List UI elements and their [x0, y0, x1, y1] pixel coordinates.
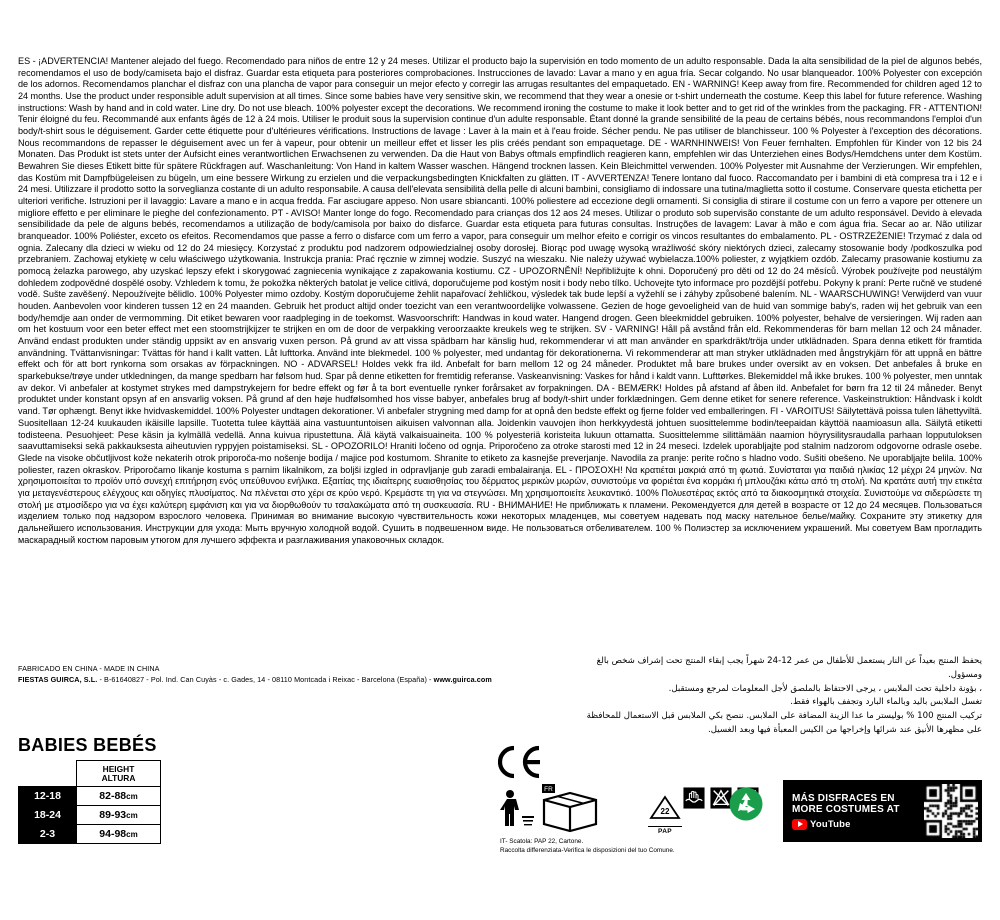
qr-code-canvas [924, 784, 978, 838]
carton-recycling-icon [540, 784, 602, 834]
pap-badge [648, 795, 682, 833]
company-line [18, 675, 578, 685]
header-blank-cell [19, 761, 77, 787]
recycling-caption [500, 838, 680, 855]
company-name: FIESTAS GUIRCA, S.L. [18, 674, 98, 684]
youtube-promo-banner[interactable] [783, 780, 982, 842]
table-row [19, 825, 161, 844]
recycle-triangle-icon [648, 795, 682, 820]
height-value: 89-93 [99, 809, 127, 821]
do-not-litter-icon [500, 788, 536, 828]
manufacturer-info [18, 664, 578, 684]
recycling-caption-line1: IT- Scatola: PAP 22, Cartone. [500, 838, 584, 845]
height-unit: cm [126, 792, 138, 801]
height-cell [77, 825, 161, 844]
pap-label: PAP [648, 826, 682, 835]
age-cell: 12-18 [19, 787, 77, 806]
company-website: www.guirca.com [433, 674, 492, 684]
height-value: 82-88 [99, 790, 127, 802]
youtube-logo [792, 819, 918, 830]
arabic-line-3: تغسل الملابس باليد وبالماء البارد وتجفف بالهواء فقط. [790, 697, 982, 708]
recycling-caption-line2: Raccolta differenziata-Verifica le disposizioni del tuo Comune. [500, 846, 675, 854]
size-chart-title: BABIES BEBÉS [18, 735, 157, 755]
warnings-text: ES - ¡ADVERTENCIA! Mantener alejado del fuego. Recomendado para niños de entre 12 y 24 meses. Utilizar el producto bajo la supervisión en todo momento de un adulto responsable. Dada la alta sensibilidad de la piel de algunos bebés, recomendamos el uso de body/camiseta bajo el disfraz. Guardar esta etiqueta para posteriores comprobaciones. Instrucciones de lavado: Lavar a mano y en agua fría. Secar colgando. No usar blanqueador. 100% Polyester con excepción de los adornos. Recomendamos planchar el disfraz con una plancha de vapor para conseguir un mejor efecto y corregir las arrugas resultantes del empaquetado. EN - WARNING! Keep away from fire. Recommended for children aged 12 to 24 months. Use the product under responsible adult supervision at all times. Since some babies have very sensitive skin, we recommend that they wear a onesie or t-shirt underneath the costume. Keep this label for future reference. Washing instructions: Wash by hand and in cold water. Line dry. Do not use bleach. 100% polyester except the decorations. We recommend ironing the costume to make it look better and to get rid of the wrinkles from the packaging. FR - ATTENTION! Tenir éloigné du feu. Recommandé aux enfants âgés de 12 à 24 mois. Utiliser le produit sous la supervision continue d'un adulte responsable. Étant donné la grande sensibilité de la peau de certains bébés, nous recommandons l'emploi d'un body/t-shirt sous le déguisement. Garder cette étiquette pour d'ultérieures vérifications. Instructions de lavage : Laver à la main et à l'eau froide. Sécher pendu. Ne pas utiliser de blanchisseur. 100 % Polyester à l'exception des décorations. Nous recommandons de repasser le déguisement avec un fer à vapeur, pour obtenir un meilleur effet et lisser les plis créés pendant son empaquetage. DE - WARNHINWEIS! Von Feuer fernhalten. Empfohlen für Kinder von 12 bis 24 Monaten. Das Produkt ist stets unter der Aufsicht eines verantwortlichen Erwachsenen zu verwenden. Da die Haut von Babys oftmals empfindlich reagieren kann, empfehlen wir das Unterziehen eines Bodys/Hemdchens unter dem Kostüm. Bewahren Sie dieses Etikett bitte für spätere Rückfragen auf. Waschanleitung: Von Hand in kaltem Wasser waschen. Hängend trocknen lassen. Kein Bleichmittel verwenden. 100% Polyester mit Ausnahme der Verzierungen. Wir empfehlen, das Kostüm mit Dampfbügeleisen zu bügeln, um eine bessere Wirkung zu erzielen und die verpackungsbedingten Knickfalten zu glätten. IT - AVVERTENZA! Tenere lontano dal fuoco. Raccomandato per i bambini di età compresa tra i 12 e i 24 mesi. Utilizzare il prodotto sotto la sorveglianza costante di un adulto responsabile. A causa dell'elevata sensibilità della pelle di alcuni bambini, consigliamo di indossare una tutina/maglietta sotto il costume. Conservare questa etichetta per ulteriori verifiche. Istruzioni per il lavaggio: Lavare a mano e in acqua fredda. Far asciugare appeso. Non usare sbiancanti. 100% poliestere ad eccezione degli ornamenti. Si consiglia di stirare il costume con un ferro a vapore per ottenere un migliore effetto e per eliminare le pieghe del confezionamento. PT - AVISO! Manter longe do fogo. Recomendado para crianças dos 12 aos 24 meses. Utilizar o produto sob supervisão constante de um adulto responsável. Devido à elevada sensibilidade da pele de alguns bebés, recomendamos a utilização de body/camisola por baixo do disfarce. Guardar esta etiqueta para futuras consultas. Instruções de lavagem: Lavar à mão e com água fria. Secar ao ar. Não utilizar branqueador. 100% Poliéster, exceto os efeitos. Recomendamos que passe a ferro o disfarce com um ferro a vapor, para conseguir um melhor efeito e corrigir os vincos resultantes do embalamento. PL - OSTRZEŻENIE! Trzymać z dala od ognia. Zalecany dla dzieci w wieku od 12 do 24 miesięcy. Korzystać z produktu pod nadzorem odpowiedzialnej osoby dorosłej. Biorąc pod uwagę wysoką wrażliwość skóry niektórych dzieci, zalecamy stosowanie body /podkoszulka pod przebraniem. Zachowaj etykietę w celu właściwego użytkowania. Instrukcja prania: Prać ręcznie w zimnej wodzie. Suszyć na wieszaku. Nie należy używać wybielacza.100% poliester, z wyjątkiem ozdób. Zalecamy prasowanie kostiumu za pomocą żelazka parowego, aby uzyskać lepszy efekt i skorygować zagniecenia wynikające z zapakowania kostiumu. CZ - UPOZORNĚNÍ! Nepřibližujte k ohni. Doporučený pro děti od 12 do 24 měsíců. Výrobek používejte pod neustálým dohledem zodpovědné dospělé osoby. Vzhledem k tomu, že pokožka některých batolat je velice citlivá, doporučujeme pod kostým nosit i body nebo tílko. Uchovejte tyto informace pro pozdější potřebu. Pokyny k praní: Perte ručně ve studené vodě. Sušte zavěšený. Nepoužívejte bělidlo. 100% Polyester mimo ozdoby. Kostým doporučujeme žehlit napařovací žehličkou, výsledek tak bude lepší a vyžehlí se i záhyby způsobené balením. NL - WAARSCHUWING! Verwijderd van vuur houden. Aanbevolen voor kinderen tussen 12 en 24 maanden. Gebruik het product altijd onder toezicht van een verantwoordelijke volwassene. Gezien de hoge gevoeligheid van de huid van sommige baby's, raden wij het gebruik van een body/hemdje aan onder de vermomming. Dit etiket bewaren voor raadpleging in de toekomst. Wasvoorschrift: Handwas in koud water. Hangend drogen. Geen bleekmiddel gebruiken. 100% polyester, behalve de versieringen. Wij raden aan om het kostuum voor een beter effect met een stoomstrijkijzer te strijken en om de door de verpakking veroorzaakte kreukels weg te strijken. SV - VARNING! Håll på avstånd från eld. Rekommenderas för barn mellan 12 och 24 månader. Använd endast produkten under ständig uppsikt av en ansvarig vuxen person. På grund av att vissa spädbarn har känslig hud, rekommenderar vi att man använder en sparkdräkt/tröja under utklädnaden. Spara denna etikett för framtida användning. Tvättanvisningar: Tvättas för hand i kallt vatten. Låt lufttorka. Använd inte blekmedel. 100 % polyester, med undantag för dekorationerna. Vi rekommenderar att man stryker utklädnaden med ångstrykjärn för att uppnå en bättre effekt och för att bort rynkorna som orsakas av förpackningen. NO - ADVARSEL! Holdes vekk fra ild. Anbefalt for barn mellom 12 og 24 måneder. Produktet må bare brukes under oversikt av en voksen. Det anbefales å bruke en sparkebukse/trøye under utkledningen, da mange spedbarn har følsom hud. Spar på denne etiketten for fremtidig referanse. Vaskeanvisning: Vaskes for hånd i kaldt vann. Lufttørkes. Blekemiddel må ikke brukes. 100 % polyester, men unntak av dekor. Vi anbefaler at kostymet strykes med dampstrykejern for bedre effekt og før å ta bort eventuelle rynker forårsaket av forpakningen. DA - BEMÆRK! Holdes på afstand af åben ild. Anbefalet for børn fra 12 til 24 måneder. Benyt produktet under konstant opsyn af en ansvarlig voksen. På grund af den høje hudfølsomhed hos visse babyer, anbefales brug af body/t-shirt under forklædningen. Gem denne etiket for senere reference. Vaskeinstruktion: Håndvask i koldt vand. Tør ophængt. Benyt ikke hvidvaskemiddel. 100% Polyester undtagen dekorationer. Vi anbefaler strygning med damp for at opnå den bedste effekt og fjerne folder ved emballeringen. FI - VAROITUS! Säilytettävä poissa tulen lähettyviltä. Suositellaan 12-24 kuukauden ikäisille lapsille. Tuotetta tulee käyttää aina vastuuntuntoisen aikuisen valvonnan alla. Joidenkin vauvojen ihon herkkyydestä johtuen suosittelemme bodin/teepaidan käyttöä naamioasun alla. Säilytä etiketti todisteena. Pesuohjeet: Pese käsin ja kylmällä vedellä. Anna kuivua ripustettuna. Älä käytä valkaisuaineita. 100 % polyesteriä koristeita lukuun ottamatta. Suosittelemme silittämään naamion höyrysilitysraudalla parhaan lopputuloksen saavuttamiseksi sekä pakkauksesta aiheutuvien ryppyjen poistamiseksi. SL - OPOZORILO! Hraniti ločeno od ognja. Priporočeno za otroke starosti med 12 in 24 meseci. Izdelek uporabljajte pod stalnim nadzorom odgovorne odrasle osebe. Glede na visoke občutljivost kože nekaterih otrok priporoča-mo nošenje bodija / majice pod kostumom. Shranite to etiketo za kasnejše preverjanje. Navodila za pranje: perite ročno s hladno vodo. Sušiti obešeno. Ne uporabljajte belila. 100% poliester, razen okraskov. Priporočamo likanje kostuma s parnim likalnikom, za boljši izgled in odpravljanje gub zaradi embalairanja. EL - ΠΡΟΣΟΧΗ! Να κρατιέται μακριά από τη φωτιά. Συνίσταται για παιδιά ηλικίας 12 μέχρι 24 μηνών. Να χρησιμοποιείται το προϊόν υπό συνεχή επιτήρηση ενός υπεύθυνου ενήλικα. Εξαιτίας της ιδιαίτερης ευαισθησίας του δέρματος μερικών μωρών, συνιστούμε να φοριέται ένα κορμάκι ή μπλουζάκι κάτω από τη στολή. Να κρατάτε αυτή την ετικέτα για μεταγενέστερους ελέγχους και οδηγίες πλυσίματος. Να πλένεται στο χέρι σε κρύο νερό. Κρεμάστε τη για να στεγνώσει. Μη χρησιμοποιείτε λευκαντικό. 100% Πολυεστέρας εκτός από τα διακοσμητικά στοιχεία. Συνιστούμε να σιδερώσετε τη στολή με ατμοσίδερο για να έχει καλύτερη εμφάνιση και για να διορθωθούν τυ τσαλακώματα από τη συσκευασία. RU - ВНИМАНИЕ! Не приближать к пламени. Рекомендуется для детей в возрасте от 12 до 24 месяцев. Пользоваться изделием только под надзором взрослого человека. Принимая во внимание высокую чувствительность кожи некоторых младенцев, мы советуем надевать под маску нательное белье/майку. Сохраните эту этикетку для дальнейшего использования. Инструкции для ухода: Мыть вручную холодной водой. Сушить в подвешенном виде. Не пользоваться отбеливателем. 100 % Полиэстер за исключением украшений. Мы советуем Вам прогладить маскарадный костюм паровым утюгом для лучшего эффекта и разглаживания упаковочных складок. [18, 56, 982, 545]
multilingual-warnings-paragraph [18, 56, 982, 546]
arabic-line-1: يحفظ المنتج بعيداً عن النار يستعمل للأطفال من عمر 12-24 شهراً يجب إبقاء المنتج تحت إشراف شخص بالغ ومسؤول. [596, 656, 982, 680]
svg-text:FR: FR [544, 786, 553, 793]
youtube-wordmark: YouTube [810, 818, 851, 830]
arabic-line-4: تركيب المنتج 100 % بوليستر ما عدا الزينة المضافة على الملابس. ننصح بكي الملابس قبل الاستعمال للمحافظة على مظهرها الأنيق عند شرائها وإخراجها من الكيس المعبأة فيها وبعد الغسيل. [586, 711, 982, 735]
height-unit: cm [126, 830, 138, 839]
promo-line-en: MORE COSTUMES AT [792, 804, 900, 815]
arabic-line-2: ، بؤونة داخلية تحت الملابس ، يرجى الاحتفاظ بالملصق لأجل المعلومات لمرجع ومستقبل. [668, 683, 982, 694]
height-value: 94-98 [99, 828, 127, 840]
pap-number-text: 22 [660, 807, 670, 816]
made-in-line: FABRICADO EN CHINA - MADE IN CHINA [18, 664, 160, 673]
height-cell [77, 787, 161, 806]
arabic-warning-block [582, 655, 982, 738]
recycling-icon-group [500, 784, 650, 844]
header-height-cell [77, 761, 161, 787]
height-unit: cm [126, 811, 138, 820]
size-chart-table [18, 760, 161, 844]
table-header-row [19, 761, 161, 787]
age-cell: 2-3 [19, 825, 77, 844]
promo-line-es: MÁS DISFRACES EN [792, 792, 895, 804]
qr-code[interactable] [924, 784, 978, 838]
age-cell: 18-24 [19, 806, 77, 825]
youtube-play-icon [792, 819, 807, 830]
height-cell [77, 806, 161, 825]
table-row [19, 806, 161, 825]
header-height-en: HEIGHT [102, 763, 135, 774]
ce-mark-icon [498, 745, 544, 779]
header-height-es: ALTURA [101, 772, 136, 783]
hand-wash-icon [683, 787, 705, 809]
company-address: - B-61640827 - Pol. Ind. Can Cuyàs - c. Gades, 14 - 08110 Montcada i Reixac - Barcelona (España) - [99, 674, 432, 684]
promo-text [783, 793, 924, 830]
table-row [19, 787, 161, 806]
green-recycle-icon [729, 787, 763, 821]
